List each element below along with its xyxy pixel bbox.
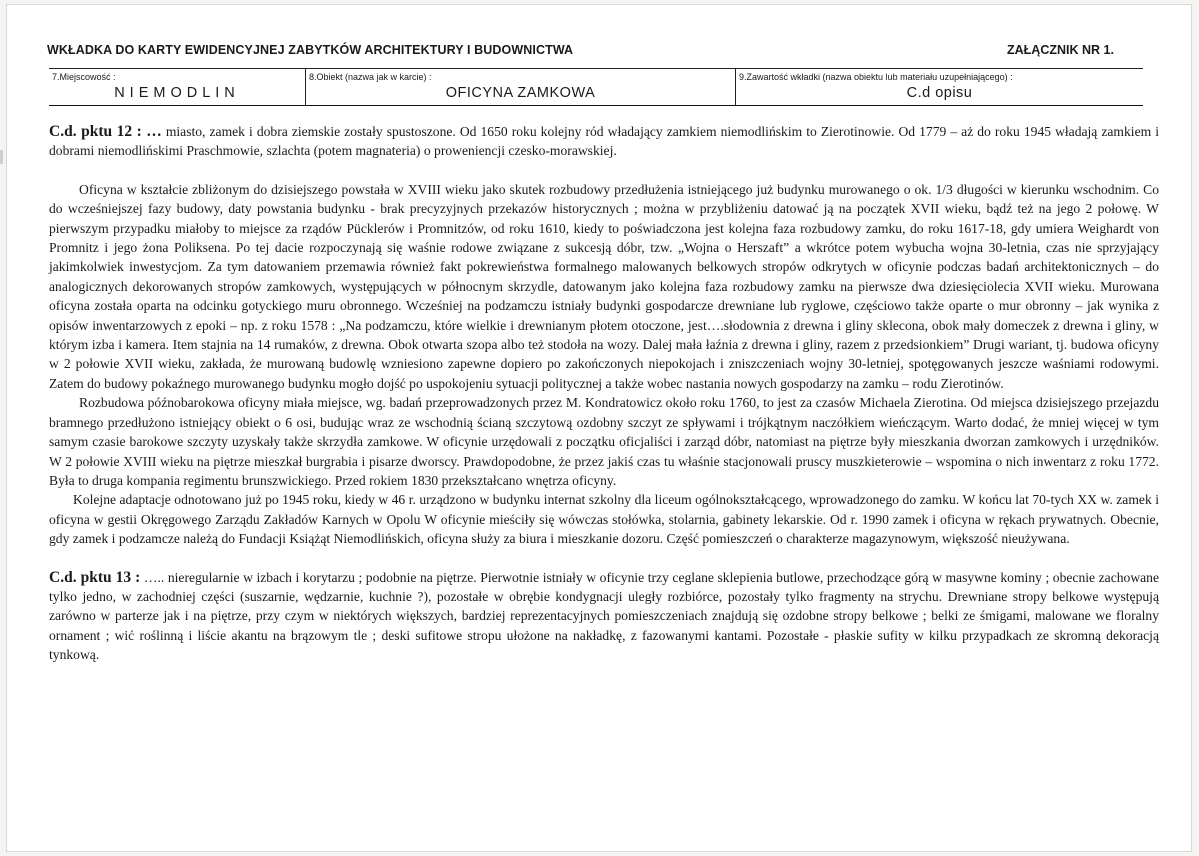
- content-value: C.d opisu: [906, 85, 973, 101]
- content-label: 9.Zawartość wkładki (nazwa obiektu lub materiału uzupełniającego) :: [739, 72, 1013, 82]
- form-title: WKŁADKA DO KARTY EWIDENCYJNEJ ZABYTKÓW ARCHITEKTURY I BUDOWNICTWA: [47, 43, 574, 57]
- document-sheet: [6, 4, 1192, 852]
- form-fields-row: [49, 68, 1143, 106]
- object-field: [305, 69, 735, 105]
- scan-edge-mark: [0, 150, 3, 164]
- section-13: [49, 568, 1159, 665]
- locality-label: 7.Miejscowość :: [52, 72, 116, 82]
- section-12-paragraph-3: Kolejne adaptacje odnotowano już po 1945 roku, kiedy w 46 r. urządzono w budynku internat szkolny dla liceum ogólnokształcącego, wprowadzonego do zamku. W końcu lat 70-tych XX w. zamek i oficyna w gestii Okręgowego Zarządu Zakładów Karnych w Opolu W oficynie mieściły się wówczas stołówka, stolarnia, gabinety lekarskie. Od r. 1990 zamek i oficyna w rękach prywatnych. Obecnie, gdy zamek i podzamcze należą do Fundacji Książąt Niemodlińskich, oficyna służy za biura i mieszkanie dozoru. Część pomieszczeń o charakterze magazynowym, większość nieużywana.: [49, 492, 1159, 547]
- paragraph-spacer: [49, 161, 1159, 180]
- section-13-text: ….. nieregularnie w izbach i korytarzu ; podobnie na piętrze. Pierwotnie istniały w oficynie trzy ceglane sklepienia butlowe, przechodzące górą w masywne kominy ; obecnie zachowane tylko jedno, w zachodniej części (suszarnie, wędzarnie, kuchnie ?), pozostałe w obrębie kondygnacji uległy rozbiórce, pozostały tylko fragmenty na strychu. Drewniane stropy belkowe występują zarówno w parterze jak i na piętrze, przy czym w niektórych większych, bardziej reprezentacyjnych pomieszczeniach znajdują się ozdobne stropy belkowe ; belki ze śmigami, malowane we floralny ornament ; wić roślinną i liście akantu na brązowym tle ; deski sufitowe stropu ułożone na nakładkę, z fazowanymi kantami. Pozostałe - płaskie sufity w kilku przypadkach ze skromną dekoracją tynkową.: [49, 569, 1159, 663]
- object-label: 8.Obiekt (nazwa jak w karcie) :: [309, 72, 432, 82]
- paragraph-spacer: [49, 549, 1159, 568]
- section-12-lead: miasto, zamek i dobra ziemskie zostały spustoszone. Od 1650 roku kolejny ród władający zamkiem niemodlińskim to Zierotinowie. Od 1779 – aż do roku 1945 władają zamkiem i dobrami niemodlińskimi Praschmowie, szlachta (potem magnateria) o proweniencji czesko-morawskiej.: [49, 124, 1160, 159]
- object-value: OFICYNA ZAMKOWA: [445, 85, 596, 101]
- content-field: [735, 69, 1143, 105]
- locality-value: NIEMODLIN: [114, 85, 240, 101]
- section-12-intro: [49, 122, 1159, 161]
- section-12-heading: C.d. pktu 12 : …: [49, 123, 162, 140]
- section-12-paragraph-1: Oficyna w kształcie zbliżonym do dzisiejszego powstała w XVIII wieku jako skutek rozbudowy przedłużenia istniejącego już budynku murowanego o ok. 1/3 długości w kierunku wschodnim. Co do wcześniejszej fazy budowy, daty powstania budynku - brak precyzyjnych przekazów historycznych ; można w przybliżeniu datować ją na początek XVII wieku, bądź też na jego 2 połowę. W pierwszym przypadku miałoby to miejsce za rządów Pücklerów i Promnitzów, od roku 1610, kiedy to poświadczona jest kolejna faza rozbudowy zamku, do roku 1617-18, gdy umiera Weighardt von Promnitz i jego żona Poliksena. Po tej dacie rozpoczynają się waśnie rodowe związane z sukcesją dóbr, tzw. „Wojna o Herszaft” a wkrótce potem wybucha wojna 30-letnia, czas nie sprzyjający jakimkolwiek inwestycjom. Za tym datowaniem przemawia również fakt pokrewieństwa formalnego malowanych belkowych stropów odkrytych w oficynie podczas badań architektonicznych – do analogicznych dekorowanych stropów zamkowych, występujących w północnym skrzydle, datowanym jako kolejna faza rozbudowy zamku na pierwsze dwa dziesięciolecia XVII wieku. Murowana oficyna została oparta na odcinku gotyckiego muru obronnego. Wcześniej na podzamczu istniały budynki gospodarcze drewniane lub ryglowe, częściowo także oparte o mur obronny – jak wynika z opisów inwentarzowych z epoki – np. z roku 1578 : „Na podzamczu, które wielkie i drewnianym płotem otoczone, jest….słodownia z drewna i gliny sklecona, obok mały domeczek z drewna i gliny, w którym izba i kamera. Item stajnia na 14 rumaków, z drewna. Obok otwarta szopa albo też stodoła na wozy. Dalej mała łaźnia z drewna i gliny, razem z przedsionkiem” Drugi wariant, tj. budowa oficyny w 2 połowie XVII wieku, zakłada, że murowaną budowlę wzniesiono zapewne dopiero po zakończonych niepokojach i zniszczeniach wojny 30-letniej, spotęgowanych jeszcze waśniami rodowymi. Zatem do budowy pokaźnego murowanego budynku mogło dojść po uspokojeniu sytuacji politycznej a także wobec nastania nowych gospodarzy na zamku – rodu Zierotinów.: [49, 181, 1159, 391]
- section-12-paragraph-2: Rozbudowa późnobarokowa oficyny miała miejsce, wg. badań przeprowadzonych przez M. Kondratowicz około roku 1760, to jest za czasów Michaela Zierotina. Od miejsca dzisiejszego przejazdu bramnego przedłużono istniejący obiekt o 6 osi, budując wraz ze wschodnią ścianą szczytową ozdobny szczyt ze spływami i trójkątnym naczółkiem wieńczącym. Warto dodać, że mniej więcej w tym samym czasie barokowe szczyty uzyskały także skrzydła zamkowe. W oficynie urzędowali z początku oficjaliści i zarząd dóbr, natomiast na piętrze były mieszkania dworzan zamkowych i urzędników. W 2 połowie XVIII wieku na piętrze mieszkał burgrabia i pisarze dworscy. Prawdopodobne, że przez jakiś czas tu właśnie stacjonowali pruscy muszkieterowie – wspomina o nich inwentarz z roku 1772. Była to druga kompania regimentu brunszwickiego. Przed rokiem 1830 przekształcano wnętrza oficyny.: [49, 395, 1159, 488]
- locality-field: [49, 69, 305, 105]
- document-body: [49, 122, 1159, 665]
- section-13-heading: C.d. pktu 13 :: [49, 568, 141, 586]
- annex-number: ZAŁĄCZNIK NR 1.: [1007, 43, 1114, 57]
